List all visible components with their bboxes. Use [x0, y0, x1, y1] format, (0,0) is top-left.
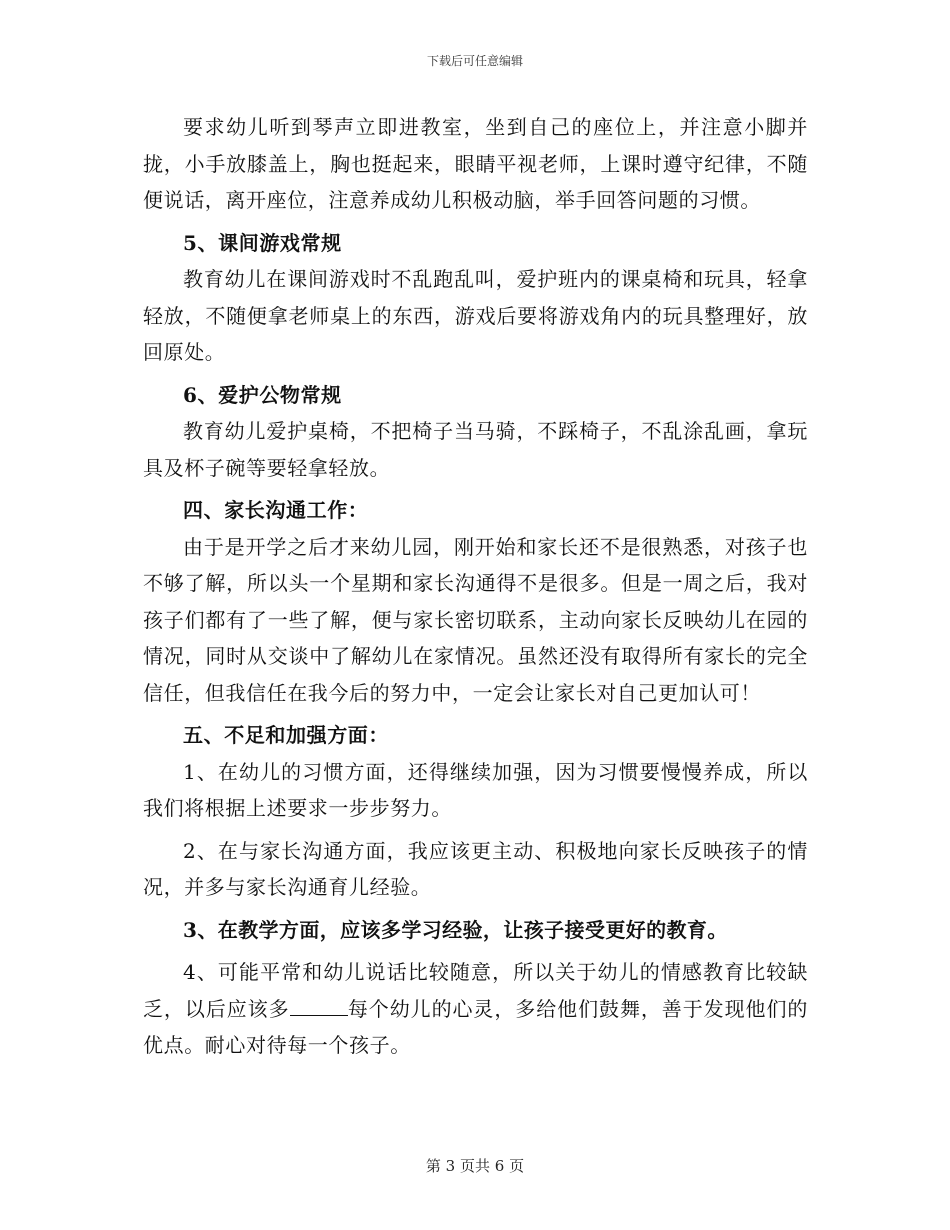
- paragraph-classroom-rules: 要求幼儿听到琴声立即进教室，坐到自己的座位上，并注意小脚并拢，小手放膝盖上，胸也挺起来，眼睛平视老师，上课时遵守纪律，不随便说话，离开座位，注意养成幼儿积极动脑，举手回答问题的习惯。: [143, 115, 808, 212]
- heading-parent-communication: 四、家长沟通工作：: [183, 498, 369, 522]
- fill-in-blank: [290, 997, 348, 1016]
- heading-break-game-rules: 5、课间游戏常规: [183, 230, 342, 255]
- page-header: 下载后可任意编辑: [426, 54, 523, 68]
- paragraph-public-property-rules: 教育幼儿爱护桌椅，不把椅子当马骑，不踩椅子，不乱涂乱画，拿玩具及杯子碗等要轻拿轻放。: [143, 419, 808, 480]
- paragraph-parent-communication: 由于是开学之后才来幼儿园，刚开始和家长还不是很熟悉，对孩子也不够了解，所以头一个星期和家长沟通得不是很多。但是一周之后，我对孩子们都有了一些了解，便与家长密切联系，主动向家长反映幼儿在园的情况，同时从交谈中了解幼儿在家情况。虽然还没有取得所有家长的完全信任，但我信任在我今后的努力中，一定会让家长对自己更加认可！: [143, 534, 808, 705]
- shortcoming-4-text-before: 4、可能平常和幼儿说话比较随意，所以关于幼儿的情感教育比较缺乏，以后应该多: [143, 960, 808, 1021]
- document-body: [143, 109, 808, 1064]
- paragraph-shortcoming-1: 1、在幼儿的习惯方面，还得继续加强，因为习惯要慢慢养成，所以我们将根据上述要求一步步努力。: [143, 759, 808, 820]
- paragraph-shortcoming-4: [143, 954, 808, 1064]
- page-footer: 第 3 页共 6 页: [425, 1157, 525, 1175]
- shortcoming-4-text-after: 每个幼儿的心灵，多给他们鼓舞，善于发现他们的优点。耐心对待每一个孩子。: [143, 996, 808, 1057]
- paragraph-shortcoming-2: 2、在与家长沟通方面，我应该更主动、积极地向家长反映孩子的情况，并多与家长沟通育儿经验。: [143, 838, 808, 899]
- heading-shortcomings: 五、不足和加强方面：: [183, 723, 389, 747]
- paragraph-break-game-rules: 教育幼儿在课间游戏时不乱跑乱叫，爱护班内的课桌椅和玩具，轻拿轻放，不随便拿老师桌上的东西，游戏后要将游戏角内的玩具整理好，放回原处。: [143, 267, 808, 364]
- heading-public-property-rules: 6、爱护公物常规: [183, 382, 342, 407]
- paragraph-shortcoming-3: 3、在教学方面，应该多学习经验，让孩子接受更好的教育。: [183, 917, 728, 942]
